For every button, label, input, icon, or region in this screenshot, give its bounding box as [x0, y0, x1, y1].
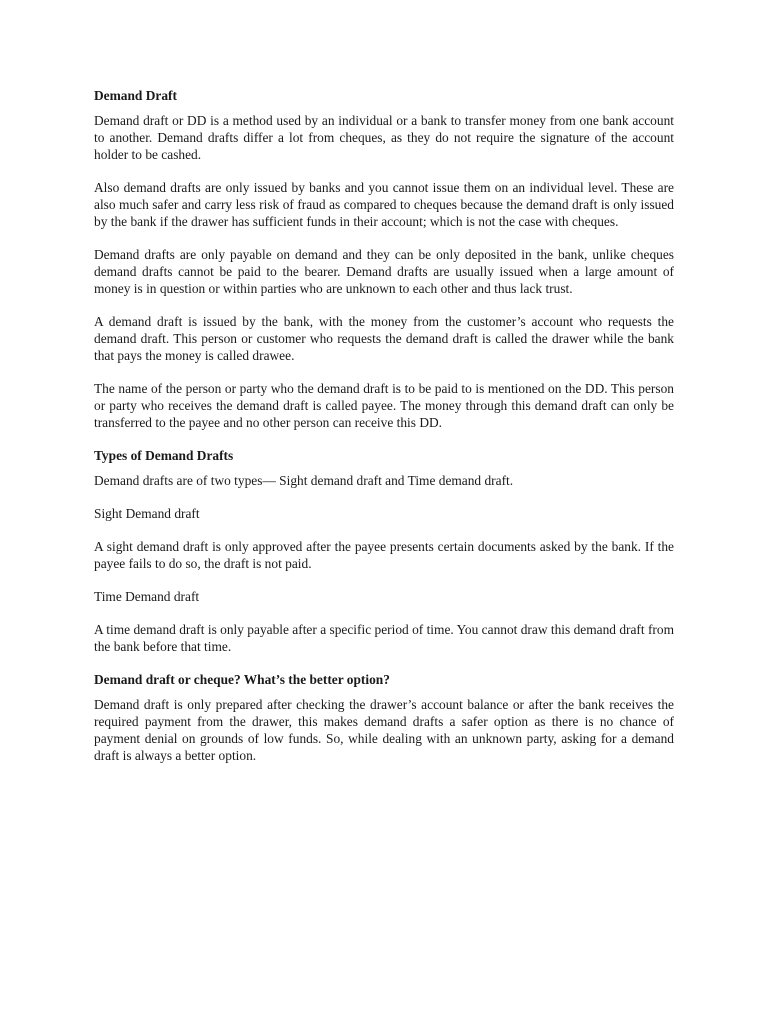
time-draft-heading: Time Demand draft [94, 589, 200, 604]
intro-paragraph-3: Demand drafts are only payable on demand and they can be only deposited in the bank, unlike cheques demand drafts cannot be paid to the bearer. Demand drafts are usually issued when a large amount of money is in question or within parties who are unknown to each other and thus lack trust. [94, 247, 674, 296]
types-intro: Demand drafts are of two types— Sight demand draft and Time demand draft. [94, 473, 514, 488]
comparison-text: Demand draft is only prepared after checking the drawer’s account balance or after the bank receives the required payment from the drawer, this makes demand drafts a safer option as there is no chance of payment denial on grounds of low funds. So, while dealing with an unknown party, asking for a demand draft is always a better option. [94, 697, 674, 763]
intro-paragraph-1: Demand draft or DD is a method used by an individual or a bank to transfer money from one bank account to another. Demand drafts differ a lot from cheques, as they do not require the signature of the account holder to be cashed. [94, 113, 674, 162]
intro-paragraph-4: A demand draft is issued by the bank, with the money from the customer’s account who requests the demand draft. This person or customer who requests the demand draft is called the drawer while the bank that pays the money is called drawee. [94, 314, 674, 363]
time-draft-text: A time demand draft is only payable after a specific period of time. You cannot draw this demand draft from the bank before that time. [94, 622, 674, 654]
document-page [94, 87, 674, 780]
sight-draft-text: A sight demand draft is only approved after the payee presents certain documents asked by the bank. If the payee fails to do so, the draft is not paid. [94, 539, 674, 571]
intro-paragraph-5: The name of the person or party who the demand draft is to be paid to is mentioned on the DD. This person or party who receives the demand draft is called payee. The money through this demand draft can only be transferred to the payee and no other person can receive this DD. [94, 381, 674, 430]
document-title: Demand Draft [94, 88, 177, 103]
intro-paragraph-2: Also demand drafts are only issued by banks and you cannot issue them on an individual level. These are also much safer and carry less risk of fraud as compared to cheques because the demand draft is only issued by the bank if the drawer has sufficient funds in their account; which is not the case with cheques. [94, 180, 674, 229]
sight-draft-heading: Sight Demand draft [94, 506, 200, 521]
comparison-heading: Demand draft or cheque? What’s the better option? [94, 672, 390, 687]
types-heading: Types of Demand Drafts [94, 448, 234, 463]
